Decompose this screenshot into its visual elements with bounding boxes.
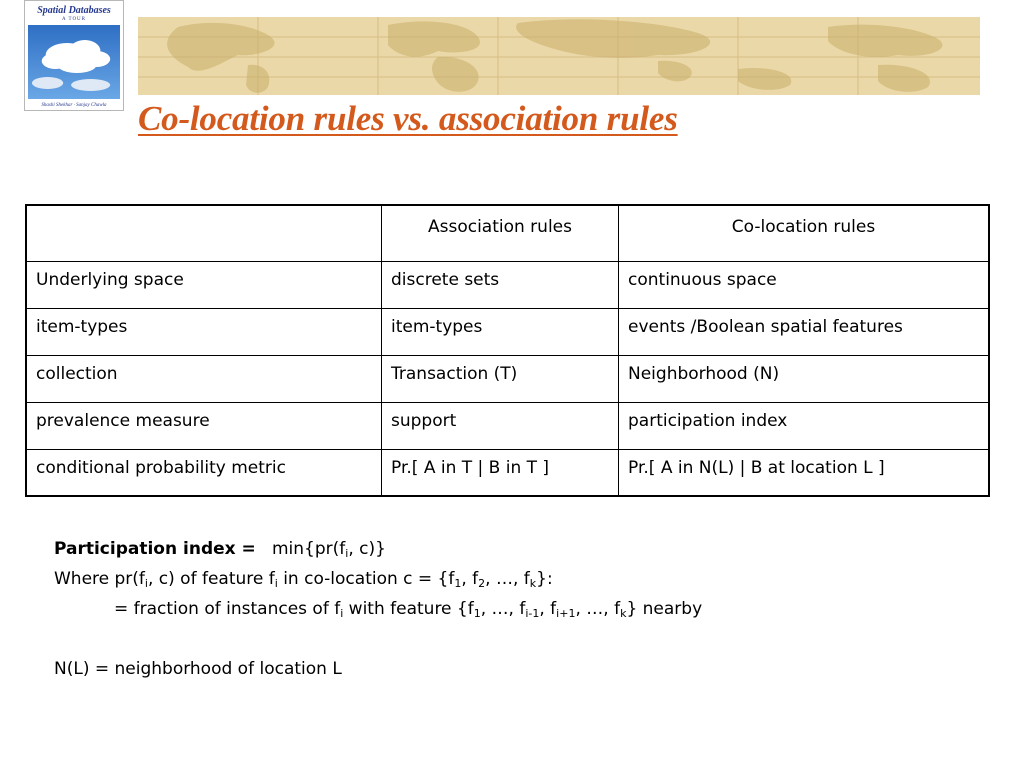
where-text: , …, f — [485, 569, 530, 589]
world-map-banner — [138, 17, 980, 95]
formula-text: min{pr(f — [272, 539, 346, 559]
fraction-text: , f — [539, 599, 557, 619]
formula-text: , c)} — [348, 539, 386, 559]
fraction-subscript: k — [620, 607, 627, 620]
where-text: , f — [461, 569, 479, 589]
fraction-subscript: i-1 — [525, 607, 540, 620]
fraction-subscript: 1 — [473, 607, 481, 620]
table-cell: participation index — [619, 402, 990, 449]
table-cell: conditional probability metric — [26, 449, 382, 496]
fraction-text: , …, f — [575, 599, 621, 619]
world-map-graphic — [138, 17, 980, 95]
where-definition-line — [54, 564, 984, 594]
table-row — [26, 261, 989, 308]
fraction-definition-line — [54, 594, 984, 624]
neighborhood-definition-line: N(L) = neighborhood of location L — [54, 659, 342, 679]
definitions-block — [54, 534, 984, 684]
fraction-text: with feature {f — [343, 599, 474, 619]
where-subscript: k — [529, 577, 537, 590]
where-subscript: i — [144, 577, 148, 590]
fraction-subscript: i+1 — [556, 607, 576, 620]
table-row — [26, 355, 989, 402]
table-cell: Neighborhood (N) — [619, 355, 990, 402]
table-header-row — [26, 205, 989, 261]
table-cell: collection — [26, 355, 382, 402]
fraction-subscript: i — [340, 607, 344, 620]
table-header-cell: Association rules — [382, 205, 619, 261]
fraction-text: = fraction of instances of f — [114, 599, 341, 619]
fraction-text: } nearby — [626, 599, 703, 619]
table-cell: item-types — [26, 308, 382, 355]
book-cover-authors: Shashi Shekhar · Sanjay Chawla — [41, 103, 107, 108]
table-row — [26, 308, 989, 355]
formula-subscript: i — [345, 547, 349, 560]
where-text: }: — [536, 569, 553, 589]
comparison-table — [25, 204, 990, 497]
spacer — [54, 624, 984, 654]
table-cell: events /Boolean spatial features — [619, 308, 990, 355]
table-cell: item-types — [382, 308, 619, 355]
fraction-text: , …, f — [480, 599, 526, 619]
where-text: , c) of feature f — [147, 569, 275, 589]
slide-title: Co-location rules vs. association rules — [138, 99, 678, 138]
where-subscript: 2 — [478, 577, 486, 590]
table-row — [26, 402, 989, 449]
book-cover-title: Spatial Databases — [37, 5, 111, 16]
participation-index-label: Participation index = — [54, 539, 256, 559]
table-cell: discrete sets — [382, 261, 619, 308]
table-row — [26, 449, 989, 496]
table-cell: support — [382, 402, 619, 449]
where-subscript: i — [274, 577, 278, 590]
where-subscript: 1 — [454, 577, 462, 590]
table-cell: continuous space — [619, 261, 990, 308]
table-header-cell — [26, 205, 382, 261]
table-cell: prevalence measure — [26, 402, 382, 449]
table-header-cell: Co-location rules — [619, 205, 990, 261]
where-text: in co-location c = {f — [277, 569, 455, 589]
participation-index-line — [54, 534, 984, 564]
cloud-sky-image — [28, 25, 120, 99]
where-text: Where pr(f — [54, 569, 145, 589]
table-cell: Underlying space — [26, 261, 382, 308]
table-cell: Pr.[ A in T | B in T ] — [382, 449, 619, 496]
table-cell: Transaction (T) — [382, 355, 619, 402]
book-cover-subtitle: A TOUR — [61, 17, 86, 22]
table-cell: Pr.[ A in N(L) | B at location L ] — [619, 449, 990, 496]
book-cover — [24, 0, 124, 111]
